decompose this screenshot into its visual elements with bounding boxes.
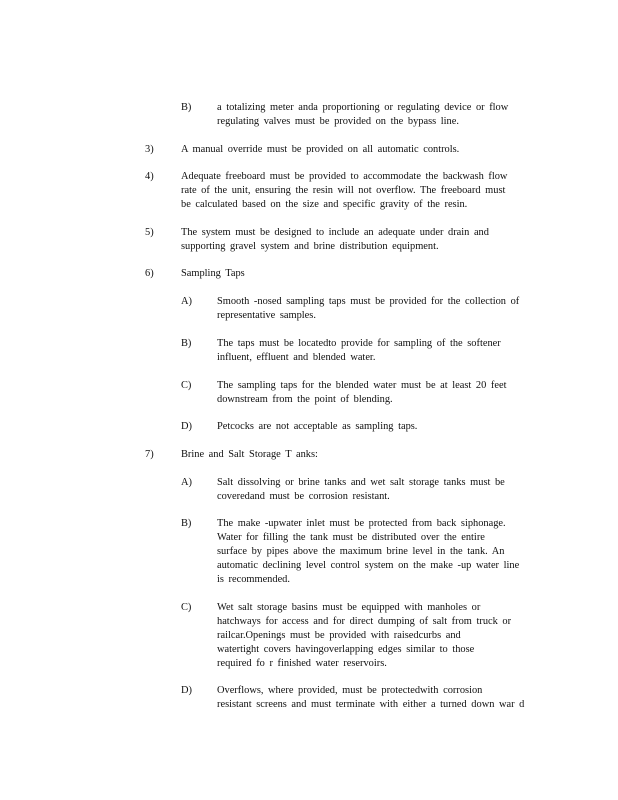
item-marker: 7) [145, 449, 154, 460]
item-marker: B) [181, 338, 192, 349]
section-heading: Brine and Salt Storage T anks: [181, 449, 318, 460]
item-marker: A) [181, 477, 192, 488]
item-marker: 5) [145, 227, 154, 238]
item-marker: D) [181, 421, 192, 432]
item-text: Salt dissolving or brine tanks and wet salt storage tanks must be coveredand must be corrosion resistant. [217, 477, 505, 502]
item-marker: A) [181, 296, 192, 307]
item-text: A manual override must be provided on all automatic controls. [181, 144, 460, 155]
item-marker: C) [181, 380, 192, 391]
item-text: a totalizing meter anda proportioning or regulating device or flow regulating valves must be provided on the bypass line. [217, 102, 509, 127]
item-marker: 4) [145, 171, 154, 182]
item-marker: 3) [145, 144, 154, 155]
section-heading: Sampling Taps [181, 268, 245, 279]
item-marker: 6) [145, 268, 154, 279]
item-text: Petcocks are not acceptable as sampling taps. [217, 421, 418, 432]
item-text: Overflows, where provided, must be protectedwith corrosion resistant screens and must terminate with either a turned down war d [217, 685, 525, 710]
item-marker: B) [181, 518, 192, 529]
item-marker: D) [181, 685, 192, 696]
item-text: Smooth -nosed sampling taps must be provided for the collection of representative samples. [217, 296, 520, 321]
item-text: Wet salt storage basins must be equipped with manholes or hatchways for access and for direct dumping of salt from truck or railcar.Openings must be provided with raisedcurbs and watertight covers havingoverlapping edges similar to those required fo r finished water reservoirs. [217, 602, 512, 669]
item-text: The make -upwater inlet must be protected from back siphonage. Water for filling the tank must be distributed over the entire surface by pipes above the maximum brine level in the tank. An automatic declining level control system on the make -up water line is recommended. [217, 518, 520, 585]
item-marker: C) [181, 602, 192, 613]
item-text: Adequate freeboard must be provided to accommodate the backwash flow rate of the unit, ensuring the resin will not overflow. The freeboard must be calculated based on the size and specific gravity of the resin. [181, 171, 508, 210]
item-text: The taps must be locatedto provide for sampling of the softener influent, effluent and blended water. [217, 338, 501, 363]
item-text: The system must be designed to include an adequate under drain and supporting gravel system and brine distribution equipment. [181, 227, 489, 252]
item-text: The sampling taps for the blended water must be at least 20 feet downstream from the point of blending. [217, 380, 507, 405]
item-marker: B) [181, 102, 192, 113]
